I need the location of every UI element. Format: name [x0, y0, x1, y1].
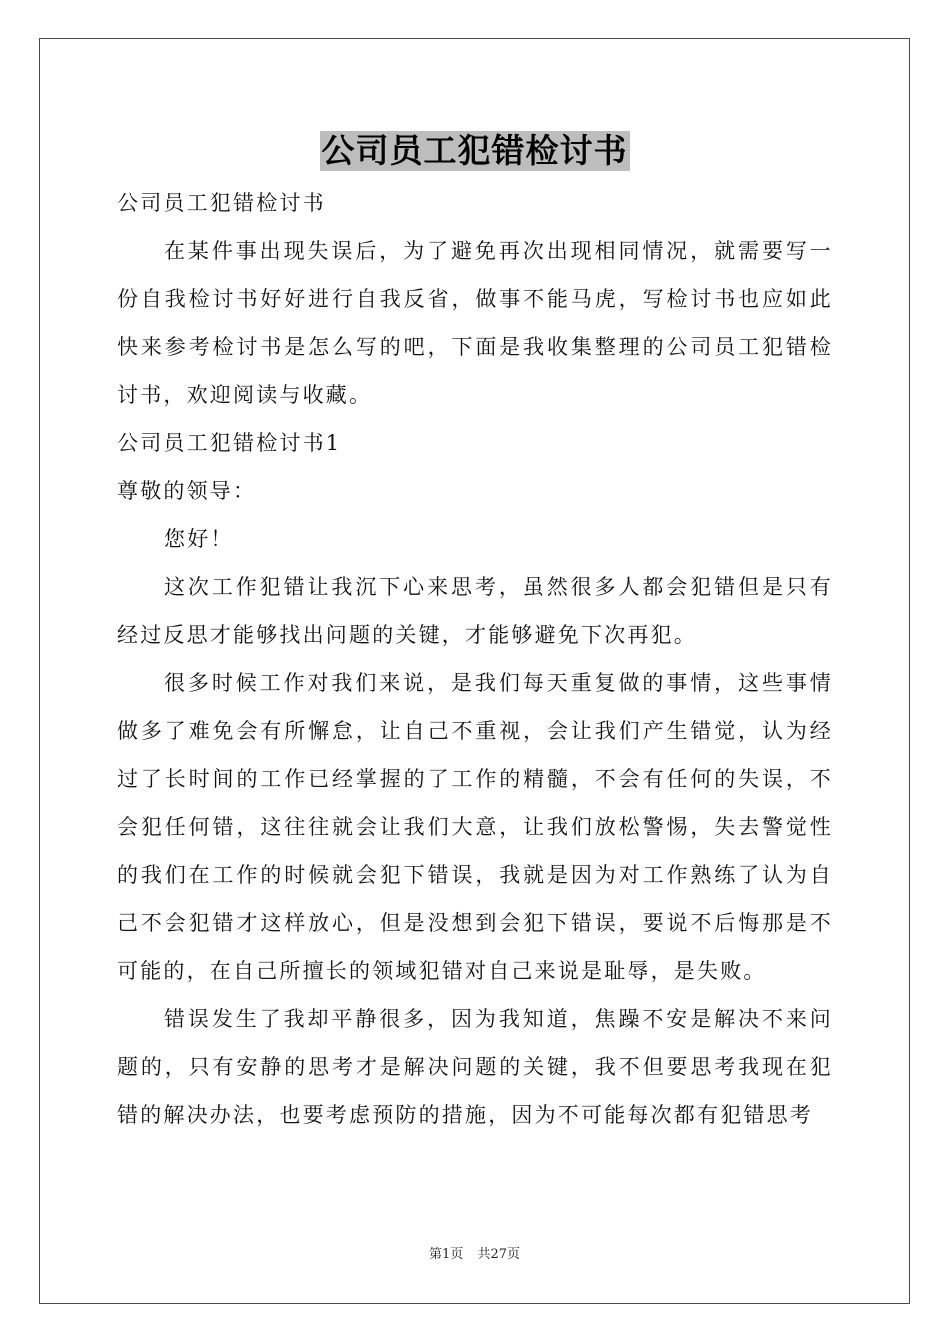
paragraph-body-3: 错误发生了我却平静很多，因为我知道，焦躁不安是解决不来问题的，只有安静的思考才是解决问题的关键，我不但要思考我现在犯错的解决办法，也要考虑预防的措施，因为不可能每次都有犯错思考 [117, 1007, 833, 1127]
page-footer [40, 1246, 909, 1264]
page-total: 共27页 [477, 1247, 520, 1262]
paragraph-body-2: 很多时候工作对我们来说，是我们每天重复做的事情，这些事情做多了难免会有所懈怠，让自己不重视，会让我们产生错觉，认为经过了长时间的工作已经掌握的了工作的精髓，不会有任何的失误，不会犯任何错，这往往就会让我们大意，让我们放松警惕，失去警觉性的我们在工作的时候就会犯下错误，我就是因为对工作熟练了认为自己不会犯错才这样放心，但是没想到会犯下错误，要说不后悔那是不可能的，在自己所擅长的领域犯错对自己来说是耻辱，是失败。 [117, 671, 833, 983]
paragraph-body-1: 这次工作犯错让我沉下心来思考，虽然很多人都会犯错但是只有经过反思才能够找出问题的关键，才能够避免下次再犯。 [117, 575, 833, 647]
paragraph-salutation: 尊敬的领导： [117, 479, 257, 503]
document-page [39, 38, 910, 1304]
paragraph-intro: 在某件事出现失误后，为了避免再次出现相同情况，就需要写一份自我检讨书好好进行自我反省，做事不能马虎，写检讨书也应如此快来参考检讨书是怎么写的吧，下面是我收集整理的公司员工犯错检讨书，欢迎阅读与收藏。 [117, 239, 833, 407]
paragraph-greeting: 您好！ [164, 527, 234, 551]
document-body [117, 179, 833, 1139]
paragraph-heading: 公司员工犯错检讨书 [117, 191, 326, 215]
title-wrap [40, 131, 909, 171]
document-title: 公司员工犯错检讨书 [321, 131, 628, 170]
paragraph-section-title: 公司员工犯错检讨书1 [117, 431, 342, 455]
page-number: 第1页 [429, 1247, 464, 1262]
